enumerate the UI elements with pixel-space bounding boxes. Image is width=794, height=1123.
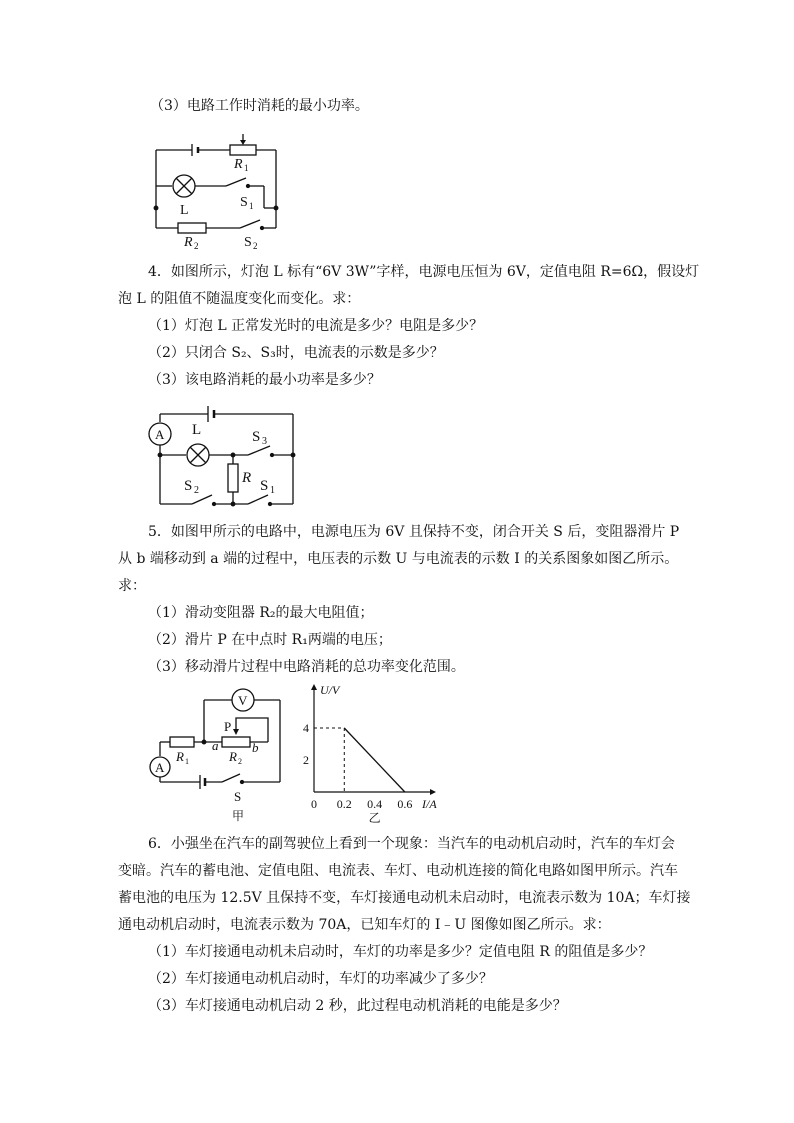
- label-s1-sub: 1: [270, 485, 275, 496]
- y-axis-arrow: [311, 684, 317, 690]
- label-r2: R: [229, 749, 237, 764]
- label-lamp: L: [192, 422, 202, 438]
- label-s3-sub: 3: [262, 436, 267, 447]
- label-s2: S: [184, 478, 193, 494]
- switch-s3-blade: [248, 446, 270, 455]
- label-r1: R: [176, 749, 184, 764]
- caption-yi: 乙: [368, 811, 381, 824]
- resistor-r2: [178, 223, 206, 233]
- y-tick-label: 4: [303, 721, 309, 735]
- switch-s2-blade: [240, 220, 260, 228]
- circuit-figure-1: [148, 134, 288, 252]
- resistor-r: [228, 464, 238, 492]
- label-s3: S: [252, 429, 261, 445]
- switch-s-blade: [222, 774, 240, 782]
- q3-part3: （3）电路工作时消耗的最小功率。: [150, 98, 369, 114]
- label-r1: R: [234, 157, 243, 172]
- ui-graph: [300, 684, 450, 824]
- x-tick-label: 0.6: [397, 797, 413, 811]
- label-s2: S: [244, 235, 252, 250]
- label-r2-sub: 2: [238, 757, 242, 766]
- circuit-figure-2: [148, 398, 298, 508]
- q5-part1: （1）滑动变阻器 R₂的最大电阻值；: [148, 605, 374, 621]
- label-r1-sub: 1: [185, 757, 189, 766]
- q5-line3: 求：: [118, 578, 146, 594]
- y-axis-label: U/V: [320, 684, 340, 697]
- x-tick-label: 0.2: [336, 797, 352, 811]
- caption-jia: 甲: [232, 809, 245, 823]
- q4-part1: （1）灯泡 L 正常发光时的电流是多少？电阻是多少？: [148, 318, 484, 334]
- q5-part3: （3）移动滑片过程中电路消耗的总功率变化范围。: [148, 659, 465, 675]
- q4-part2: （2）只闭合 S₂、S₃时，电流表的示数是多少？: [148, 345, 444, 361]
- rheostat-r2: [222, 737, 250, 747]
- q6-line1: 6．小强坐在汽车的副驾驶位上看到一个现象：当汽车的电动机启动时，汽车的车灯会: [148, 836, 675, 852]
- resistor-r1: [170, 737, 194, 747]
- label-r2: R: [184, 235, 193, 250]
- label-s1: S: [260, 478, 269, 494]
- label-s2-sub: 2: [194, 485, 199, 496]
- q5-part2: （2）滑片 P 在中点时 R₁两端的电压；: [148, 632, 392, 648]
- x-axis-arrow: [430, 789, 436, 795]
- y-tick-label: 2: [303, 753, 309, 767]
- label-s2-sub: 2: [253, 241, 258, 251]
- switch-s1-blade: [248, 495, 268, 504]
- q6-line3: 蓄电池的电压为 12.5V 且保持不变，车灯接通电动机未启动时，电流表示数为 10A；车灯接: [118, 890, 691, 906]
- label-lamp: L: [180, 203, 189, 218]
- circuit-figure-3: [148, 684, 288, 824]
- label-s: S: [234, 789, 242, 804]
- label-r2-sub: 2: [194, 241, 199, 251]
- label-ammeter: A: [155, 760, 165, 775]
- switch-s2-blade: [192, 495, 212, 504]
- label-a: a: [212, 738, 219, 753]
- label-s1-sub: 1: [249, 201, 254, 211]
- q4-part3: （3）该电路消耗的最小功率是多少？: [148, 372, 381, 388]
- x-axis-label: I/A: [422, 797, 437, 811]
- q6-line4: 通电动机启动时，电流表示数为 70A，已知车灯的 I﹣U 图像如图乙所示。求：: [118, 917, 611, 933]
- label-voltmeter: V: [238, 693, 248, 708]
- q4-line1: 4．如图所示，灯泡 L 标有“6V 3W”字样，电源电压恒为 6V，定值电阻 R=6Ω，假设灯: [148, 264, 700, 280]
- x-tick-label: 0.4: [367, 797, 383, 811]
- q6-part2: （2）车灯接通电动机启动时，车灯的功率减少了多少？: [148, 971, 493, 987]
- label-b: b: [252, 740, 259, 755]
- data-line: [344, 728, 405, 792]
- ui-graph-figure: [300, 684, 450, 824]
- label-p: P: [224, 719, 232, 734]
- resistor-r1: [230, 145, 256, 155]
- q5-line2: 从 b 端移动到 a 端的过程中，电压表的示数 U 与电流表的示数 I 的关系图象如图乙所示。: [118, 551, 679, 567]
- q6-line2: 变暗。汽车的蓄电池、定值电阻、电流表、车灯、电动机连接的简化电路如图甲所示。汽车: [118, 863, 678, 879]
- label-r1-sub: 1: [244, 163, 249, 173]
- x-tick-label: 0: [311, 797, 317, 811]
- q5-line1: 5．如图甲所示的电路中，电源电压为 6V 且保持不变，闭合开关 S 后，变阻器滑片 P: [148, 524, 680, 540]
- label-ammeter: A: [155, 427, 165, 442]
- label-r: R: [242, 470, 252, 486]
- switch-s1-blade: [226, 178, 246, 186]
- q6-part1: （1）车灯接通电动机未启动时，车灯的功率是多少？定值电阻 R 的阻值是多少？: [148, 944, 653, 960]
- label-s1: S: [240, 195, 248, 210]
- q6-part3: （3）车灯接通电动机启动 2 秒，此过程电动机消耗的电能是多少？: [148, 998, 567, 1014]
- q4-line2: 泡 L 的阻值不随温度变化而变化。求：: [118, 291, 361, 307]
